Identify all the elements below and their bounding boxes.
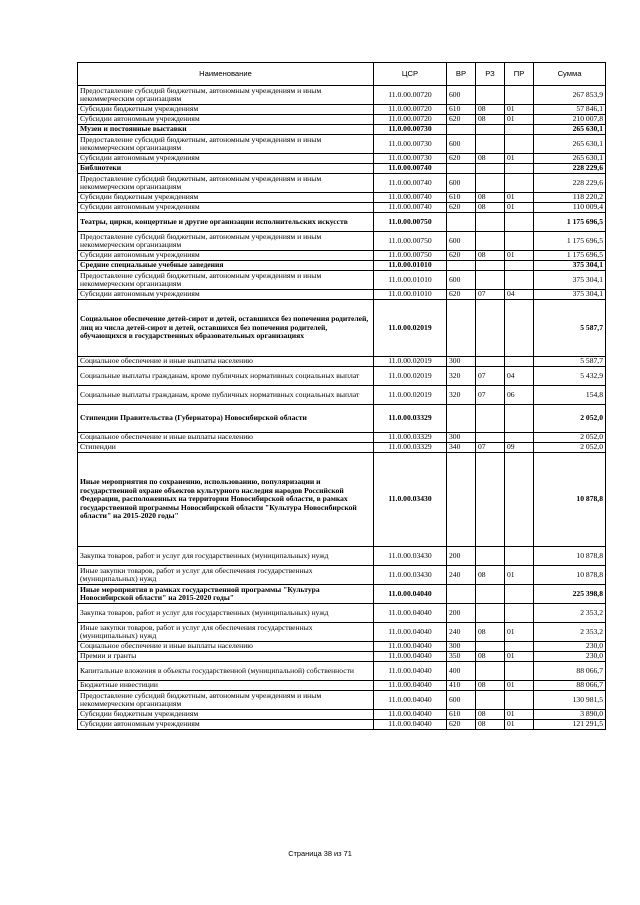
cell-rz: [476, 86, 505, 105]
table-row: [78, 652, 606, 662]
cell-csr: 11.0.00.00730: [374, 154, 447, 164]
cell-vr: 620: [447, 251, 476, 261]
cell-pr: [505, 547, 534, 566]
table-row: [78, 105, 606, 115]
cell-csr: 11.0.00.02019: [374, 357, 447, 367]
table-row: [78, 154, 606, 164]
cell-rz: 08: [476, 652, 505, 662]
table-row: [78, 86, 606, 105]
cell-rz: [476, 642, 505, 652]
cell-rz: [476, 164, 505, 174]
cell-vr: 200: [447, 604, 476, 623]
cell-name: Социальное обеспечение и иные выплаты населению: [78, 642, 374, 652]
cell-pr: [505, 662, 534, 681]
cell-sum: 5 587,7: [534, 357, 606, 367]
cell-name: Иные закупки товаров, работ и услуг для обеспечения государственных (муниципальных) нужд: [78, 623, 374, 642]
cell-sum: 2 353,2: [534, 623, 606, 642]
cell-csr: 11.0.00.00740: [374, 164, 447, 174]
cell-pr: [505, 164, 534, 174]
cell-rz: 08: [476, 115, 505, 125]
cell-sum: 2 052,0: [534, 433, 606, 443]
cell-csr: 11.0.00.01010: [374, 261, 447, 271]
cell-vr: [447, 300, 476, 357]
cell-rz: [476, 691, 505, 710]
cell-vr: 240: [447, 623, 476, 642]
cell-csr: 11.0.00.04040: [374, 691, 447, 710]
cell-rz: [476, 433, 505, 443]
table-row: [78, 251, 606, 261]
cell-name: Социальные выплаты гражданам, кроме публичных нормативных социальных выплат: [78, 367, 374, 386]
table-row: [78, 386, 606, 405]
cell-vr: 350: [447, 652, 476, 662]
cell-sum: 10 878,8: [534, 547, 606, 566]
cell-rz: [476, 585, 505, 604]
cell-csr: 11.0.00.00740: [374, 193, 447, 203]
cell-name: Предоставление субсидий бюджетным, автономным учреждениям и иным некоммерческим организациям: [78, 232, 374, 251]
cell-rz: 07: [476, 443, 505, 453]
cell-sum: 3 890,0: [534, 710, 606, 720]
cell-csr: 11.0.00.03329: [374, 433, 447, 443]
cell-pr: 01: [505, 652, 534, 662]
header-pr: ПР: [505, 63, 534, 86]
cell-vr: 240: [447, 566, 476, 585]
cell-rz: 07: [476, 290, 505, 300]
cell-vr: 600: [447, 174, 476, 193]
cell-vr: 600: [447, 232, 476, 251]
cell-csr: 11.0.00.03329: [374, 405, 447, 433]
cell-pr: [505, 585, 534, 604]
cell-sum: 130 981,5: [534, 691, 606, 710]
cell-vr: [447, 453, 476, 547]
cell-sum: 5 432,9: [534, 367, 606, 386]
cell-name: Предоставление субсидий бюджетным, автономным учреждениям и иным некоммерческим организациям: [78, 174, 374, 193]
cell-csr: 11.0.00.00720: [374, 115, 447, 125]
table-row: [78, 290, 606, 300]
cell-pr: [505, 232, 534, 251]
table-row: [78, 115, 606, 125]
cell-rz: 07: [476, 386, 505, 405]
table-row: [78, 405, 606, 433]
cell-rz: [476, 357, 505, 367]
cell-sum: 265 630,1: [534, 125, 606, 135]
cell-rz: 08: [476, 720, 505, 730]
table-row: [78, 135, 606, 154]
cell-vr: 300: [447, 642, 476, 652]
cell-rz: [476, 604, 505, 623]
cell-pr: [505, 174, 534, 193]
cell-pr: [505, 271, 534, 290]
cell-name: Закупка товаров, работ и услуг для государственных (муниципальных) нужд: [78, 604, 374, 623]
cell-pr: [505, 691, 534, 710]
cell-pr: 01: [505, 251, 534, 261]
table-row: [78, 203, 606, 213]
cell-rz: [476, 547, 505, 566]
cell-rz: [476, 232, 505, 251]
cell-csr: 11.0.00.04040: [374, 662, 447, 681]
cell-pr: 04: [505, 290, 534, 300]
table-row: [78, 453, 606, 547]
cell-vr: 620: [447, 720, 476, 730]
cell-rz: 08: [476, 154, 505, 164]
cell-rz: [476, 213, 505, 232]
cell-name: Субсидии автономным учреждениям: [78, 290, 374, 300]
table-row: [78, 710, 606, 720]
cell-vr: 320: [447, 367, 476, 386]
cell-rz: 08: [476, 623, 505, 642]
cell-sum: 375 304,1: [534, 261, 606, 271]
cell-csr: 11.0.00.03329: [374, 443, 447, 453]
table-row: [78, 232, 606, 251]
table-row: [78, 604, 606, 623]
cell-vr: [447, 164, 476, 174]
cell-pr: [505, 261, 534, 271]
cell-sum: 10 878,8: [534, 453, 606, 547]
page-number: Страница 38 из 71: [288, 849, 352, 858]
cell-name: Социальное обеспечение детей-сирот и детей, оставшихся без попечения родителей, лиц из числа детей-сирот и детей, оставшихся без попечения родителей, обучающихся в государственных образовательных организациях: [78, 300, 374, 357]
cell-rz: [476, 261, 505, 271]
cell-rz: [476, 125, 505, 135]
cell-vr: 620: [447, 154, 476, 164]
cell-name: Театры, цирки, концертные и другие организации исполнительских искусств: [78, 213, 374, 232]
cell-name: Субсидии автономным учреждениям: [78, 720, 374, 730]
cell-csr: 11.0.00.04040: [374, 710, 447, 720]
cell-csr: 11.0.00.02019: [374, 386, 447, 405]
cell-vr: [447, 261, 476, 271]
cell-rz: [476, 300, 505, 357]
cell-pr: [505, 135, 534, 154]
cell-csr: 11.0.00.00750: [374, 232, 447, 251]
header-vr: ВР: [447, 63, 476, 86]
cell-rz: 08: [476, 203, 505, 213]
cell-csr: 11.0.00.04040: [374, 720, 447, 730]
cell-name: Стипендии Правительства (Губернатора) Новосибирской области: [78, 405, 374, 433]
cell-name: Субсидии бюджетным учреждениям: [78, 710, 374, 720]
cell-pr: 01: [505, 105, 534, 115]
cell-pr: [505, 604, 534, 623]
cell-rz: [476, 271, 505, 290]
cell-pr: 01: [505, 154, 534, 164]
cell-sum: 225 398,8: [534, 585, 606, 604]
cell-sum: 2 052,0: [534, 405, 606, 433]
cell-name: Библиотеки: [78, 164, 374, 174]
cell-vr: [447, 213, 476, 232]
cell-sum: 88 066,7: [534, 662, 606, 681]
cell-vr: [447, 585, 476, 604]
header-name: Наименование: [78, 63, 374, 86]
cell-name: Премии и гранты: [78, 652, 374, 662]
table-row: [78, 662, 606, 681]
cell-sum: 265 630,1: [534, 154, 606, 164]
cell-vr: 610: [447, 710, 476, 720]
cell-name: Стипендии: [78, 443, 374, 453]
cell-name: Субсидии автономным учреждениям: [78, 251, 374, 261]
table-row: [78, 213, 606, 232]
cell-name: Закупка товаров, работ и услуг для государственных (муниципальных) нужд: [78, 547, 374, 566]
table-row: [78, 720, 606, 730]
cell-sum: 1 175 696,5: [534, 232, 606, 251]
table-row: [78, 174, 606, 193]
cell-csr: 11.0.00.04040: [374, 681, 447, 691]
cell-pr: 01: [505, 681, 534, 691]
cell-sum: 118 220,2: [534, 193, 606, 203]
cell-name: Бюджетные инвестиции: [78, 681, 374, 691]
cell-sum: 230,0: [534, 652, 606, 662]
cell-sum: 88 066,7: [534, 681, 606, 691]
cell-vr: 620: [447, 290, 476, 300]
cell-rz: 08: [476, 681, 505, 691]
cell-pr: 01: [505, 566, 534, 585]
cell-rz: [476, 135, 505, 154]
table-row: [78, 443, 606, 453]
cell-csr: 11.0.00.02019: [374, 367, 447, 386]
cell-name: Субсидии автономным учреждениям: [78, 203, 374, 213]
cell-vr: 300: [447, 433, 476, 443]
cell-sum: 375 304,1: [534, 271, 606, 290]
cell-sum: 228 229,6: [534, 164, 606, 174]
cell-vr: 600: [447, 271, 476, 290]
cell-rz: 08: [476, 105, 505, 115]
cell-rz: 07: [476, 367, 505, 386]
cell-name: Предоставление субсидий бюджетным, автономным учреждениям и иным некоммерческим организациям: [78, 691, 374, 710]
cell-pr: 01: [505, 203, 534, 213]
cell-pr: 04: [505, 367, 534, 386]
table-row: [78, 125, 606, 135]
cell-csr: 11.0.00.00740: [374, 203, 447, 213]
cell-csr: 11.0.00.03430: [374, 453, 447, 547]
cell-name: Предоставление субсидий бюджетным, автономным учреждениям и иным некоммерческим организациям: [78, 86, 374, 105]
cell-name: Средние специальные учебные заведения: [78, 261, 374, 271]
cell-vr: 610: [447, 193, 476, 203]
header-csr: ЦСР: [374, 63, 447, 86]
cell-sum: 1 175 696,5: [534, 251, 606, 261]
cell-sum: 210 007,8: [534, 115, 606, 125]
cell-name: Иные мероприятия в рамках государственной программы "Культура Новосибирской области" на 2015-2020 годы": [78, 585, 374, 604]
cell-sum: 265 630,1: [534, 135, 606, 154]
cell-csr: 11.0.00.00730: [374, 135, 447, 154]
cell-pr: [505, 86, 534, 105]
document-page: [77, 62, 605, 730]
cell-vr: 620: [447, 115, 476, 125]
cell-name: Музеи и постоянные выставки: [78, 125, 374, 135]
table-row: [78, 642, 606, 652]
cell-csr: 11.0.00.02019: [374, 300, 447, 357]
cell-vr: 600: [447, 135, 476, 154]
cell-pr: 06: [505, 386, 534, 405]
cell-pr: [505, 125, 534, 135]
cell-sum: 57 846,1: [534, 105, 606, 115]
cell-csr: 11.0.00.00750: [374, 213, 447, 232]
cell-csr: 11.0.00.04040: [374, 652, 447, 662]
cell-sum: 2 052,0: [534, 443, 606, 453]
table-row: [78, 193, 606, 203]
cell-name: Предоставление субсидий бюджетным, автономным учреждениям и иным некоммерческим организациям: [78, 271, 374, 290]
cell-csr: 11.0.00.04040: [374, 623, 447, 642]
cell-sum: 228 229,6: [534, 174, 606, 193]
cell-name: Социальное обеспечение и иные выплаты населению: [78, 357, 374, 367]
cell-pr: 09: [505, 443, 534, 453]
cell-vr: 410: [447, 681, 476, 691]
cell-name: Предоставление субсидий бюджетным, автономным учреждениям и иным некоммерческим организациям: [78, 135, 374, 154]
cell-pr: 01: [505, 193, 534, 203]
cell-sum: 375 304,1: [534, 290, 606, 300]
cell-csr: 11.0.00.01010: [374, 290, 447, 300]
cell-pr: [505, 405, 534, 433]
cell-name: Капитальные вложения в объекты государственной (муниципальной) собственности: [78, 662, 374, 681]
cell-name: Иные закупки товаров, работ и услуг для обеспечения государственных (муниципальных) нужд: [78, 566, 374, 585]
table-row: [78, 585, 606, 604]
cell-pr: 01: [505, 115, 534, 125]
table-row: [78, 623, 606, 642]
table-row: [78, 547, 606, 566]
cell-sum: 10 878,8: [534, 566, 606, 585]
table-row: [78, 261, 606, 271]
cell-vr: 200: [447, 547, 476, 566]
cell-csr: 11.0.00.00740: [374, 174, 447, 193]
cell-rz: 08: [476, 193, 505, 203]
table-row: [78, 566, 606, 585]
cell-name: Социальное обеспечение и иные выплаты населению: [78, 433, 374, 443]
cell-sum: 267 853,9: [534, 86, 606, 105]
cell-sum: 230,0: [534, 642, 606, 652]
cell-vr: 320: [447, 386, 476, 405]
cell-csr: 11.0.00.00720: [374, 105, 447, 115]
cell-vr: 300: [447, 357, 476, 367]
cell-vr: 400: [447, 662, 476, 681]
cell-vr: [447, 405, 476, 433]
cell-name: Иные мероприятия по сохранению, использованию, популяризации и государственной охране объектов культурного наследия народов Российской Федерации, расположенных на территории Новосибирской области, в рамках государственной программы Новосибирской области "Культура Новосибирской области" на 2015-2020 годы": [78, 453, 374, 547]
table-row: [78, 164, 606, 174]
cell-csr: 11.0.00.01010: [374, 271, 447, 290]
cell-rz: [476, 174, 505, 193]
cell-vr: [447, 125, 476, 135]
cell-vr: 340: [447, 443, 476, 453]
cell-name: Субсидии автономным учреждениям: [78, 115, 374, 125]
cell-vr: 600: [447, 86, 476, 105]
cell-rz: 08: [476, 710, 505, 720]
cell-vr: 620: [447, 203, 476, 213]
table-row: [78, 433, 606, 443]
cell-name: Субсидии бюджетным учреждениям: [78, 105, 374, 115]
cell-name: Социальные выплаты гражданам, кроме публичных нормативных социальных выплат: [78, 386, 374, 405]
cell-vr: 600: [447, 691, 476, 710]
cell-csr: 11.0.00.03430: [374, 566, 447, 585]
table-body: [78, 86, 606, 730]
cell-sum: 5 587,7: [534, 300, 606, 357]
cell-csr: 11.0.00.00720: [374, 86, 447, 105]
cell-csr: 11.0.00.04040: [374, 604, 447, 623]
cell-vr: 610: [447, 105, 476, 115]
cell-pr: [505, 433, 534, 443]
cell-csr: 11.0.00.04040: [374, 642, 447, 652]
cell-pr: [505, 453, 534, 547]
cell-rz: [476, 453, 505, 547]
cell-pr: 01: [505, 720, 534, 730]
cell-rz: [476, 405, 505, 433]
table-row: [78, 367, 606, 386]
cell-sum: 1 175 696,5: [534, 213, 606, 232]
cell-csr: 11.0.00.03430: [374, 547, 447, 566]
cell-pr: [505, 213, 534, 232]
cell-name: Субсидии автономным учреждениям: [78, 154, 374, 164]
table-row: [78, 691, 606, 710]
cell-pr: 01: [505, 623, 534, 642]
table-row: [78, 300, 606, 357]
cell-rz: 08: [476, 566, 505, 585]
cell-csr: 11.0.00.00730: [374, 125, 447, 135]
table-row: [78, 271, 606, 290]
cell-sum: 2 353,2: [534, 604, 606, 623]
table-header-row: [78, 63, 606, 86]
budget-table: [77, 62, 606, 730]
cell-rz: [476, 662, 505, 681]
cell-sum: 154,8: [534, 386, 606, 405]
cell-pr: [505, 357, 534, 367]
header-sum: Сумма: [534, 63, 606, 86]
cell-pr: 01: [505, 710, 534, 720]
header-rz: РЗ: [476, 63, 505, 86]
cell-sum: 110 009,4: [534, 203, 606, 213]
cell-sum: 121 291,5: [534, 720, 606, 730]
cell-pr: [505, 642, 534, 652]
table-row: [78, 357, 606, 367]
cell-pr: [505, 300, 534, 357]
cell-csr: 11.0.00.00750: [374, 251, 447, 261]
cell-name: Субсидии бюджетным учреждениям: [78, 193, 374, 203]
cell-csr: 11.0.00.04040: [374, 585, 447, 604]
table-row: [78, 681, 606, 691]
cell-rz: 08: [476, 251, 505, 261]
